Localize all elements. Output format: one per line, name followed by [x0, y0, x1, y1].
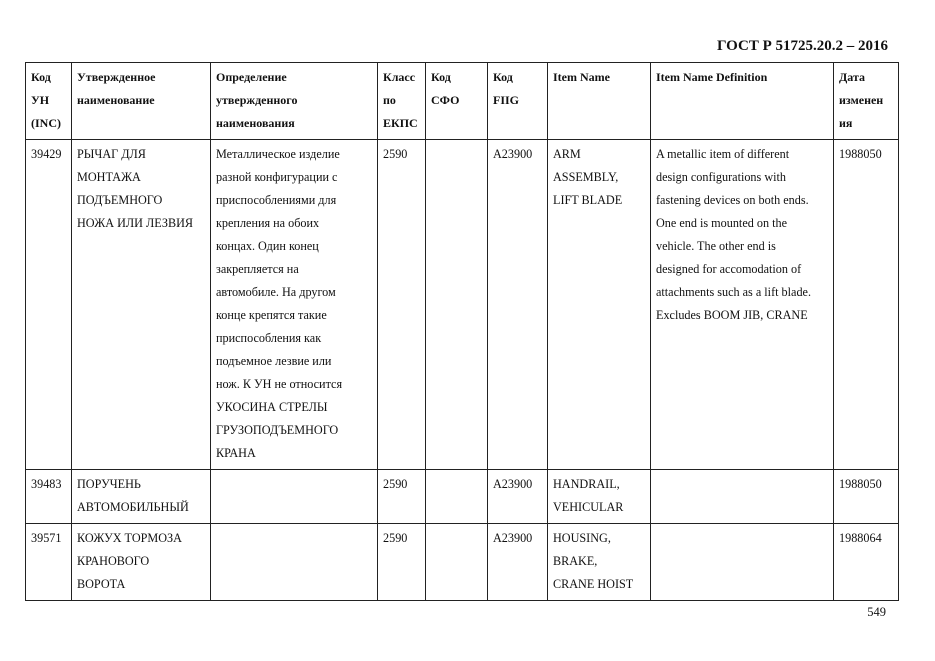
col-header-sfo: Код СФО [426, 63, 488, 140]
document-title: ГОСТ Р 51725.20.2 – 2016 [716, 38, 888, 54]
cell-fiig: A23900 [488, 524, 548, 601]
col-header-fiig: Код FIIG [488, 63, 548, 140]
cell-item-name: ARM ASSEMBLY, LIFT BLADE [548, 140, 651, 470]
col-header-date: Дата изменен ия [834, 63, 899, 140]
table-row [26, 470, 899, 524]
cell-inc: 39483 [26, 470, 72, 524]
cell-date: 1988050 [834, 140, 899, 470]
cell-sfo [426, 470, 488, 524]
cell-approved-name: РЫЧАГ ДЛЯ МОНТАЖА ПОДЪЕМНОГО НОЖА ИЛИ ЛЕЗВИЯ [72, 140, 211, 470]
cell-class: 2590 [378, 470, 426, 524]
cell-date: 1988050 [834, 470, 899, 524]
cell-definition [211, 470, 378, 524]
col-header-item-definition: Item Name Definition [651, 63, 834, 140]
cell-class: 2590 [378, 140, 426, 470]
col-header-class: Класс по ЕКПС [378, 63, 426, 140]
col-header-definition: Определение утвержденного наименования [211, 63, 378, 140]
col-header-item-name: Item Name [548, 63, 651, 140]
cell-definition: Металлическое изделие разной конфигурации с приспособлениями для крепления на обоих концах. Один конец закрепляется на автомобиле. На другом конце крепятся такие приспособления как подъемное лезвие или нож. К УН не относится УКОСИНА СТРЕЛЫ ГРУЗОПОДЪЕМНОГО КРАНА [211, 140, 378, 470]
cell-class: 2590 [378, 524, 426, 601]
cell-item-definition [651, 470, 834, 524]
cell-date: 1988064 [834, 524, 899, 601]
col-header-approved-name: Утвержденное наименование [72, 63, 211, 140]
table-row [26, 524, 899, 601]
table-row [26, 140, 899, 470]
cell-sfo [426, 524, 488, 601]
col-header-inc: Код УН (INC) [26, 63, 72, 140]
table-header-row [26, 63, 899, 140]
cell-item-definition: A metallic item of different design configurations with fastening devices on both ends. One end is mounted on the vehicle. The other end is designed for accomodation of attachments such as a lift blade. Excludes BOOM JIB, CRANE [651, 140, 834, 470]
cell-sfo [426, 140, 488, 470]
cell-approved-name: КОЖУХ ТОРМОЗА КРАНОВОГО ВОРОТА [72, 524, 211, 601]
cell-fiig: A23900 [488, 140, 548, 470]
cell-approved-name: ПОРУЧЕНЬ АВТОМОБИЛЬНЫЙ [72, 470, 211, 524]
cell-item-name: HOUSING, BRAKE, CRANE HOIST [548, 524, 651, 601]
page-number: 549 [867, 605, 886, 619]
cell-fiig: A23900 [488, 470, 548, 524]
cell-inc: 39571 [26, 524, 72, 601]
cell-inc: 39429 [26, 140, 72, 470]
classifier-table [25, 62, 899, 601]
cell-item-definition [651, 524, 834, 601]
cell-item-name: HANDRAIL, VEHICULAR [548, 470, 651, 524]
cell-definition [211, 524, 378, 601]
